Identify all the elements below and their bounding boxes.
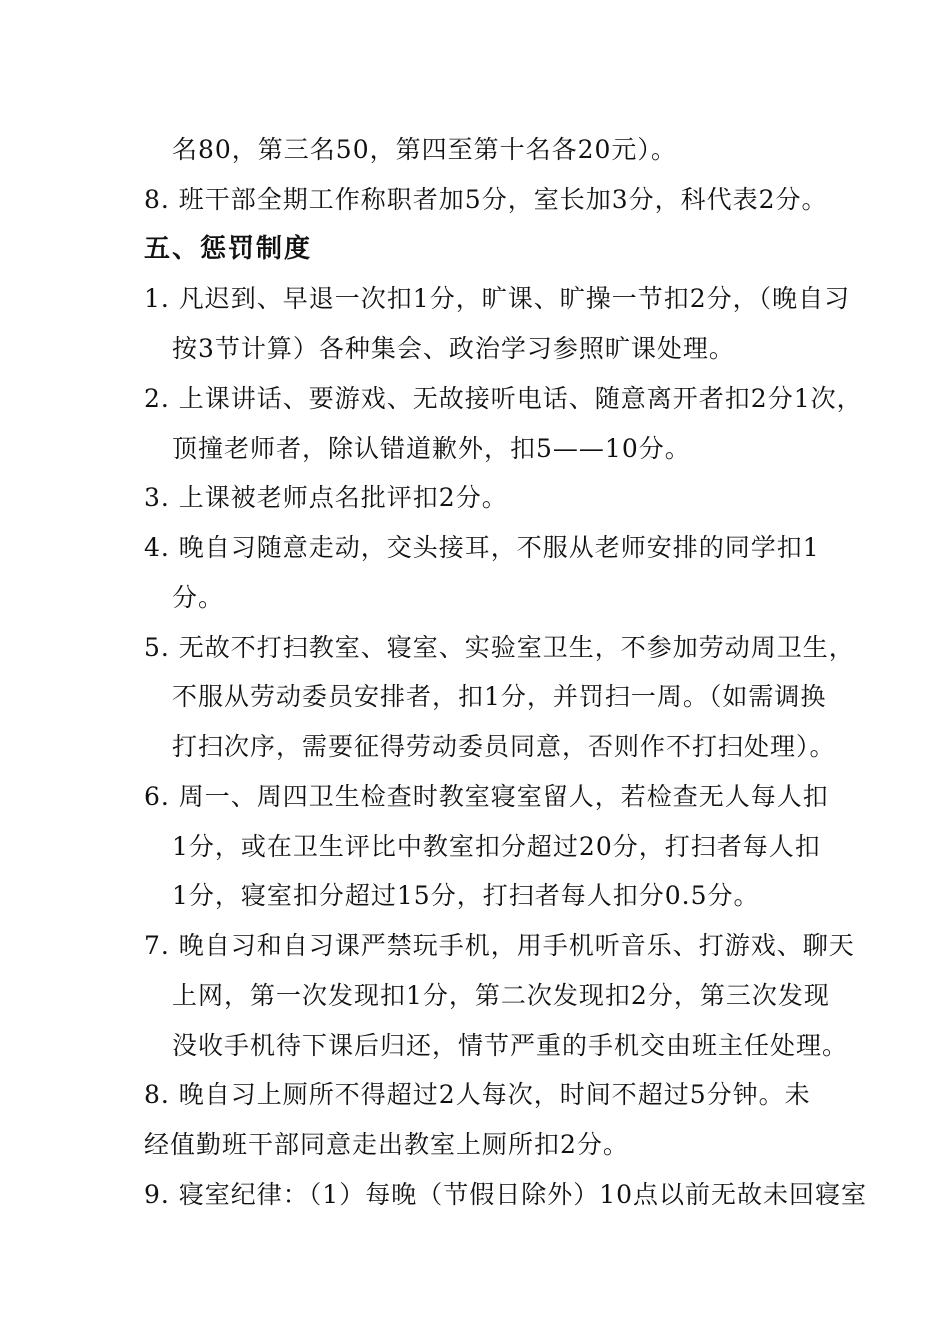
text-line-6: 2. 上课讲话、要游戏、无故接听电话、随意离开者扣2分1次，	[144, 384, 863, 413]
text-line-11: 5. 无故不打扫教室、寝室、实验室卫生，不参加劳动周卫生，	[144, 633, 855, 662]
text-line-2: 8. 班干部全期工作称职者加5分，室长加3分，科代表2分。	[144, 185, 828, 214]
text-line-12: 不服从劳动委员安排者，扣1分，并罚扫一周。（如需调换	[172, 682, 827, 711]
text-line-4: 1. 凡迟到、早退一次扣1分，旷课、旷操一节扣2分，（晚自习	[144, 284, 851, 313]
text-line-17: 7. 晚自习和自习课严禁玩手机，用手机听音乐、打游戏、聊天	[144, 931, 855, 960]
text-line-16: 1分，寝室扣分超过15分，打扫者每人扣分0.5分。	[172, 881, 760, 910]
text-line-8: 3. 上课被老师点名批评扣2分。	[144, 483, 508, 512]
text-line-21: 经值勤班干部同意走出教室上厕所扣2分。	[144, 1130, 629, 1159]
section-heading-punishment: 五、惩罚制度	[144, 234, 313, 264]
text-line-22: 9. 寝室纪律：（1）每晚（节假日除外）10点以前无故未回寝室	[144, 1180, 868, 1209]
text-line-9: 4. 晚自习随意走动，交头接耳，不服从老师安排的同学扣1	[144, 533, 820, 562]
text-line-7: 顶撞老师者，除认错道歉外，扣5——10分。	[172, 434, 691, 463]
text-line-20: 8. 晚自习上厕所不得超过2人每次，时间不超过5分钟。未	[144, 1080, 811, 1109]
text-line-15: 1分，或在卫生评比中教室扣分超过20分，打扫者每人扣	[172, 832, 821, 861]
text-line-14: 6. 周一、周四卫生检查时教室寝室留人，若检查无人每人扣	[144, 782, 829, 811]
text-line-5: 按3节计算）各种集会、政治学习参照旷课处理。	[172, 334, 735, 363]
text-line-19: 没收手机待下课后归还，情节严重的手机交由班主任处理。	[172, 1031, 849, 1060]
text-line-10: 分。	[172, 583, 225, 612]
text-line-1: 名80，第三名50，第四至第十名各20元）。	[172, 135, 677, 164]
text-line-18: 上网，第一次发现扣1分，第二次发现扣2分，第三次发现	[172, 981, 830, 1010]
text-line-13: 打扫次序，需要征得劳动委员同意，否则作不打扫处理）。	[172, 732, 836, 761]
